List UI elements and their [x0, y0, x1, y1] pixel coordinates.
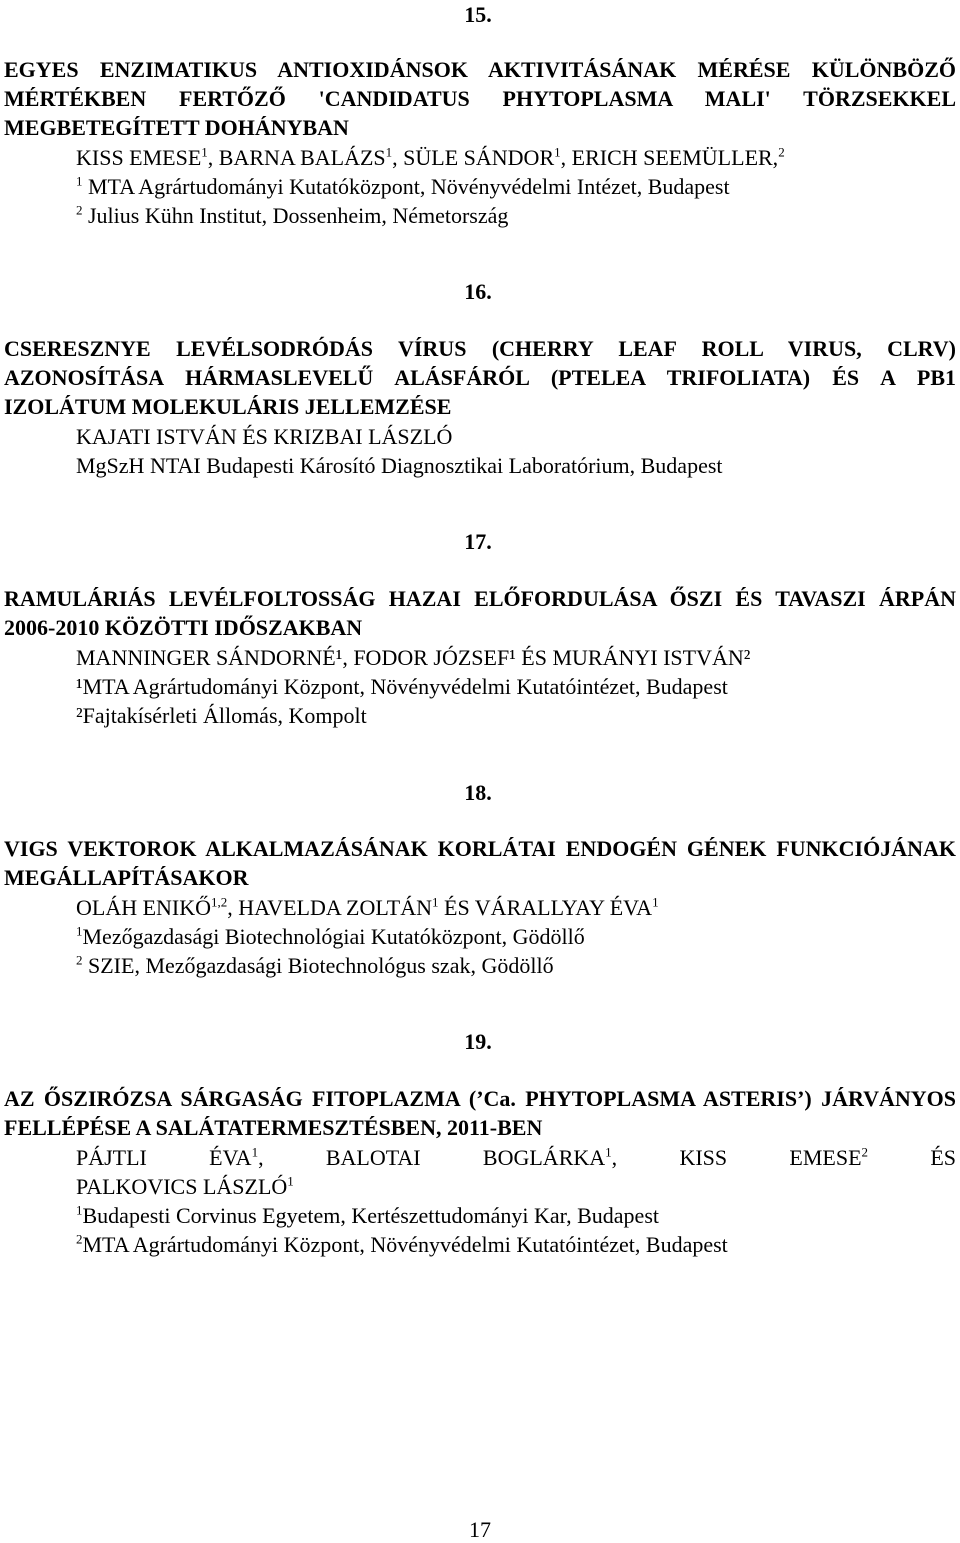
author-line: OLÁH ENIKŐ$^{1,2}$, HAVELDA ZOLTÁN$^1$ ÉS VÁRALLYAY ÉVA$^1$	[76, 894, 659, 920]
author-line: MANNINGER SÁNDORNÉ¹, FODOR JÓZSEF¹ ÉS MURÁNYI ISTVÁN²	[76, 645, 751, 670]
section-title: CSERESZNYE LEVÉLSODRÓDÁS VÍRUS (CHERRY LEAF ROLL VIRUS, CLRV) AZONOSÍTÁSA HÁRMASLEVELŰ ALÁSFÁRÓL (PTELEA TRIFOLIATA) ÉS A PB1 IZOLÁTUM MOLEKULÁRIS JELLEMZÉSE	[4, 336, 956, 419]
section-number: 17.	[464, 529, 492, 554]
affiliation-line: ¹MTA Agrártudományi Központ, Növényvédelmi Kutatóintézet, Budapest	[76, 674, 728, 699]
affiliation-line: MgSzH NTAI Budapesti Károsító Diagnosztikai Laboratórium, Budapest	[76, 453, 723, 478]
section-number: 19.	[464, 1029, 492, 1054]
affiliation-line: $^1$ MTA Agrártudományi Kutatóközpont, Növényvédelmi Intézet, Budapest	[76, 173, 730, 199]
section-number: 18.	[464, 780, 492, 805]
author-line: KAJATI ISTVÁN ÉS KRIZBAI LÁSZLÓ	[76, 424, 453, 449]
affiliation-line: $^2$ Julius Kühn Institut, Dossenheim, Németország	[76, 202, 509, 228]
author-line-continued: PALKOVICS LÁSZLÓ$^1$	[76, 1173, 294, 1199]
section-title: RAMULÁRIÁS LEVÉLFOLTOSSÁG HAZAI ELŐFORDULÁSA ŐSZI ÉS TAVASZI ÁRPÁN 2006-2010 KÖZÖTTI IDŐSZAKBAN	[4, 586, 956, 640]
affiliation-line: $^1$Mezőgazdasági Biotechnológiai Kutatóközpont, Gödöllő	[76, 923, 585, 949]
section-number: 16.	[464, 279, 492, 304]
affiliation-line: ²Fajtakísérleti Állomás, Kompolt	[76, 703, 367, 728]
section-title: EGYES ENZIMATIKUS ANTIOXIDÁNSOK AKTIVITÁSÁNAK MÉRÉSE KÜLÖNBÖZŐ MÉRTÉKBEN FERTŐZŐ 'CANDIDATUS PHYTOPLASMA MALI' TÖRZSEKKEL MEGBETEGÍTETT DOHÁNYBAN	[4, 57, 956, 140]
affiliation-line: $^1$Budapesti Corvinus Egyetem, Kertészettudományi Kar, Budapest	[76, 1202, 659, 1228]
affiliation-line: $^2$MTA Agrártudományi Központ, Növényvédelmi Kutatóintézet, Budapest	[76, 1231, 728, 1257]
page-number: 17	[469, 1517, 491, 1542]
section-title: VIGS VEKTOROK ALKALMAZÁSÁNAK KORLÁTAI ENDOGÉN GÉNEK FUNKCIÓJÁNAK MEGÁLLAPÍTÁSAKOR	[4, 836, 956, 890]
author-line: PÁJTLI ÉVA$^1$, BALOTAI BOGLÁRKA$^1$, KISS EMESE$^2$ ÉS	[76, 1144, 956, 1170]
author-line: KISS EMESE$^1$, BARNA BALÁZS$^1$, SÜLE SÁNDOR$^1$, ERICH SEEMÜLLER,$^2$	[76, 144, 785, 170]
section-title: AZ ŐSZIRÓZSA SÁRGASÁG FITOPLAZMA (’Ca. PHYTOPLASMA ASTERIS’) JÁRVÁNYOS FELLÉPÉSE A SALÁTATERMESZTÉSBEN, 2011-BEN	[4, 1086, 956, 1140]
section-number: 15.	[464, 2, 492, 27]
affiliation-line: $^2$ SZIE, Mezőgazdasági Biotechnológus szak, Gödöllő	[76, 952, 554, 978]
